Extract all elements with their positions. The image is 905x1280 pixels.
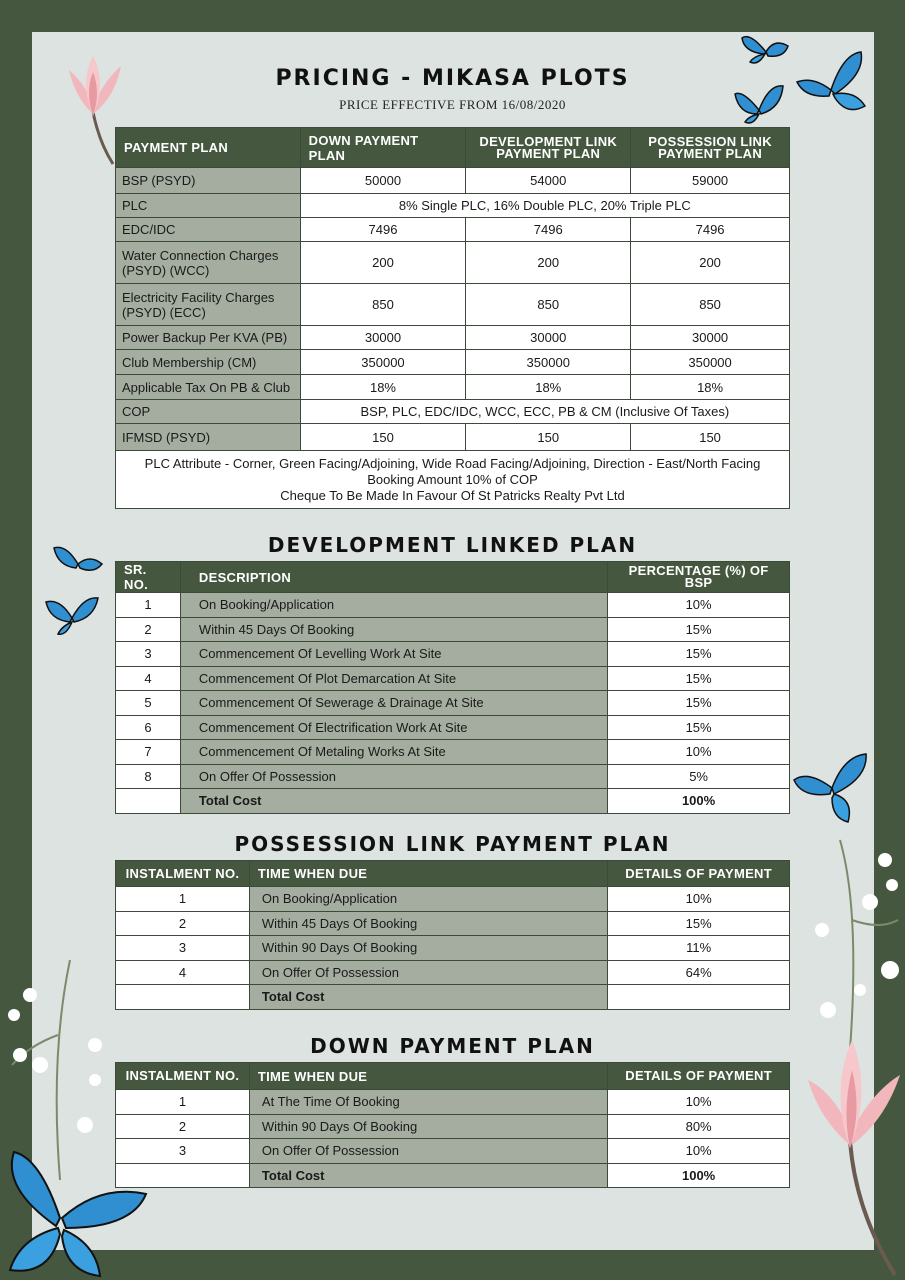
row-number: 3 (116, 936, 250, 961)
cell-value: 850 (631, 284, 790, 326)
table-row (116, 326, 790, 350)
row-description: Commencement Of Electrification Work At Site (180, 715, 607, 740)
row-number: 2 (116, 911, 250, 936)
note-line: Cheque To Be Made In Favour Of St Patricks Realty Pvt Ltd (280, 487, 625, 503)
table-row (116, 194, 790, 218)
row-label: COP (116, 400, 301, 424)
row-description: At The Time Of Booking (249, 1090, 607, 1115)
cell-value: 54000 (466, 168, 631, 194)
cell-value: 150 (631, 424, 790, 451)
butterfly-icon (792, 752, 872, 826)
total-row (116, 1163, 790, 1188)
table-row (116, 375, 790, 400)
total-label: Total Cost (180, 789, 607, 814)
row-percentage: 15% (608, 666, 790, 691)
cell-value: 18% (631, 375, 790, 400)
cell-value: 50000 (300, 168, 466, 194)
row-number: 1 (116, 593, 181, 618)
row-percentage: 15% (608, 642, 790, 667)
row-label: Power Backup Per KVA (PB) (116, 326, 301, 350)
note-line: PLC Attribute - Corner, Green Facing/Adjoining, Wide Road Facing/Adjoining, Direction - East/North Facing (144, 455, 761, 471)
cell-value: 850 (300, 284, 466, 326)
table-row (116, 715, 790, 740)
row-percentage: 80% (608, 1114, 790, 1139)
row-label: Water Connection Charges (PSYD) (WCC) (116, 242, 301, 284)
notes-cell (116, 451, 790, 509)
cell-value: 30000 (631, 326, 790, 350)
row-label: PLC (116, 194, 301, 218)
total-label: Total Cost (249, 1163, 607, 1188)
table-header: TIME WHEN DUE (249, 1063, 607, 1090)
table-row (116, 168, 790, 194)
row-number: 7 (116, 740, 181, 765)
table-header: SR. NO. (116, 562, 181, 593)
table-row (116, 424, 790, 451)
cell-value: 350000 (631, 350, 790, 375)
table-row (116, 740, 790, 765)
row-number (116, 789, 181, 814)
development-plan-table (115, 561, 790, 814)
row-percentage: 15% (608, 715, 790, 740)
row-percentage: 10% (608, 887, 790, 912)
row-number (116, 985, 250, 1010)
row-description: Within 45 Days Of Booking (249, 911, 607, 936)
row-percentage: 15% (608, 911, 790, 936)
cell-value: 150 (300, 424, 466, 451)
row-number: 8 (116, 764, 181, 789)
table-row (116, 911, 790, 936)
row-label: Electricity Facility Charges (PSYD) (ECC) (116, 284, 301, 326)
total-value: 100% (608, 789, 790, 814)
total-row (116, 789, 790, 814)
cell-value: 7496 (300, 218, 466, 242)
row-percentage: 10% (608, 1090, 790, 1115)
table-row (116, 400, 790, 424)
table-header: TIME WHEN DUE (249, 861, 607, 887)
row-description: On Offer Of Possession (249, 960, 607, 985)
row-description: Commencement Of Plot Demarcation At Site (180, 666, 607, 691)
row-label: IFMSD (PSYD) (116, 424, 301, 451)
row-description: Within 90 Days Of Booking (249, 1114, 607, 1139)
row-label: Club Membership (CM) (116, 350, 301, 375)
section-title-development: DEVELOPMENT LINKED PLAN (267, 533, 638, 557)
row-description: On Offer Of Possession (249, 1139, 607, 1164)
pricing-header: PAYMENT PLAN (116, 128, 301, 168)
row-label: Applicable Tax On PB & Club (116, 375, 301, 400)
row-number: 5 (116, 691, 181, 716)
row-description: On Booking/Application (180, 593, 607, 618)
row-number: 1 (116, 1090, 250, 1115)
table-row (116, 1090, 790, 1115)
row-percentage: 15% (608, 691, 790, 716)
table-header: INSTALMENT NO. (116, 1063, 250, 1090)
row-percentage: 11% (608, 936, 790, 961)
table-row (116, 1139, 790, 1164)
row-percentage: 64% (608, 960, 790, 985)
table-row (116, 242, 790, 284)
row-percentage: 15% (608, 617, 790, 642)
row-percentage: 5% (608, 764, 790, 789)
cell-value: 30000 (300, 326, 466, 350)
row-description: Commencement Of Sewerage & Drainage At Site (180, 691, 607, 716)
row-description: Within 90 Days Of Booking (249, 936, 607, 961)
table-row (116, 887, 790, 912)
total-value (608, 985, 790, 1010)
table-row (116, 666, 790, 691)
table-row (116, 642, 790, 667)
row-percentage: 10% (608, 593, 790, 618)
table-row (116, 617, 790, 642)
section-title-down-payment: DOWN PAYMENT PLAN (310, 1034, 595, 1058)
row-number: 3 (116, 642, 181, 667)
pricing-header: DEVELOPMENT LINK PAYMENT PLAN (466, 128, 631, 168)
cell-value: 30000 (466, 326, 631, 350)
table-row (116, 593, 790, 618)
cell-value: 200 (300, 242, 466, 284)
cell-value: 8% Single PLC, 16% Double PLC, 20% Triple PLC (300, 194, 789, 218)
row-label: EDC/IDC (116, 218, 301, 242)
row-label: BSP (PSYD) (116, 168, 301, 194)
row-number: 4 (116, 666, 181, 691)
total-value: 100% (608, 1163, 790, 1188)
cell-value: 18% (300, 375, 466, 400)
table-row (116, 960, 790, 985)
table-header: INSTALMENT NO. (116, 861, 250, 887)
table-row (116, 936, 790, 961)
row-percentage: 10% (608, 740, 790, 765)
table-row (116, 764, 790, 789)
row-description: On Offer Of Possession (180, 764, 607, 789)
row-number: 2 (116, 617, 181, 642)
section-title-possession: POSSESSION LINK PAYMENT PLAN (234, 832, 671, 856)
down-payment-plan-table (115, 1062, 790, 1188)
cell-value: 7496 (631, 218, 790, 242)
row-number: 4 (116, 960, 250, 985)
row-number: 2 (116, 1114, 250, 1139)
table-header: DETAILS OF PAYMENT (608, 861, 790, 887)
table-header: DESCRIPTION (180, 562, 607, 593)
cell-value: 200 (466, 242, 631, 284)
pricing-table (115, 127, 790, 509)
row-description: On Booking/Application (249, 887, 607, 912)
table-row (116, 1114, 790, 1139)
cell-value: 350000 (466, 350, 631, 375)
cell-value: 59000 (631, 168, 790, 194)
row-number: 6 (116, 715, 181, 740)
table-row (116, 284, 790, 326)
row-number (116, 1163, 250, 1188)
total-row (116, 985, 790, 1010)
table-header: PERCENTAGE (%) OF BSP (608, 562, 790, 593)
possession-plan-table (115, 860, 790, 1010)
note-line: Booking Amount 10% of COP (367, 471, 538, 487)
row-percentage: 10% (608, 1139, 790, 1164)
page-subtitle: PRICE EFFECTIVE FROM 16/08/2020 (339, 97, 566, 112)
table-header: DETAILS OF PAYMENT (608, 1063, 790, 1090)
row-number: 3 (116, 1139, 250, 1164)
cell-value: 7496 (466, 218, 631, 242)
total-label: Total Cost (249, 985, 607, 1010)
page-title: PRICING - MIKASA PLOTS (275, 66, 630, 91)
table-row (116, 218, 790, 242)
cell-value: 150 (466, 424, 631, 451)
blossom-branch-icon (800, 830, 905, 1060)
magnolia-flower-icon (800, 1030, 905, 1280)
cell-value: 200 (631, 242, 790, 284)
cell-value: 350000 (300, 350, 466, 375)
cell-value: 850 (466, 284, 631, 326)
cell-value: BSP, PLC, EDC/IDC, WCC, ECC, PB & CM (Inclusive Of Taxes) (300, 400, 789, 424)
table-row (116, 691, 790, 716)
row-number: 1 (116, 887, 250, 912)
pricing-header: POSSESSION LINK PAYMENT PLAN (631, 128, 790, 168)
pricing-header: DOWN PAYMENT PLAN (300, 128, 466, 168)
row-description: Commencement Of Metaling Works At Site (180, 740, 607, 765)
cell-value: 18% (466, 375, 631, 400)
notes-row (116, 451, 790, 509)
butterfly-icon (44, 594, 100, 638)
row-description: Within 45 Days Of Booking (180, 617, 607, 642)
row-description: Commencement Of Levelling Work At Site (180, 642, 607, 667)
table-row (116, 350, 790, 375)
